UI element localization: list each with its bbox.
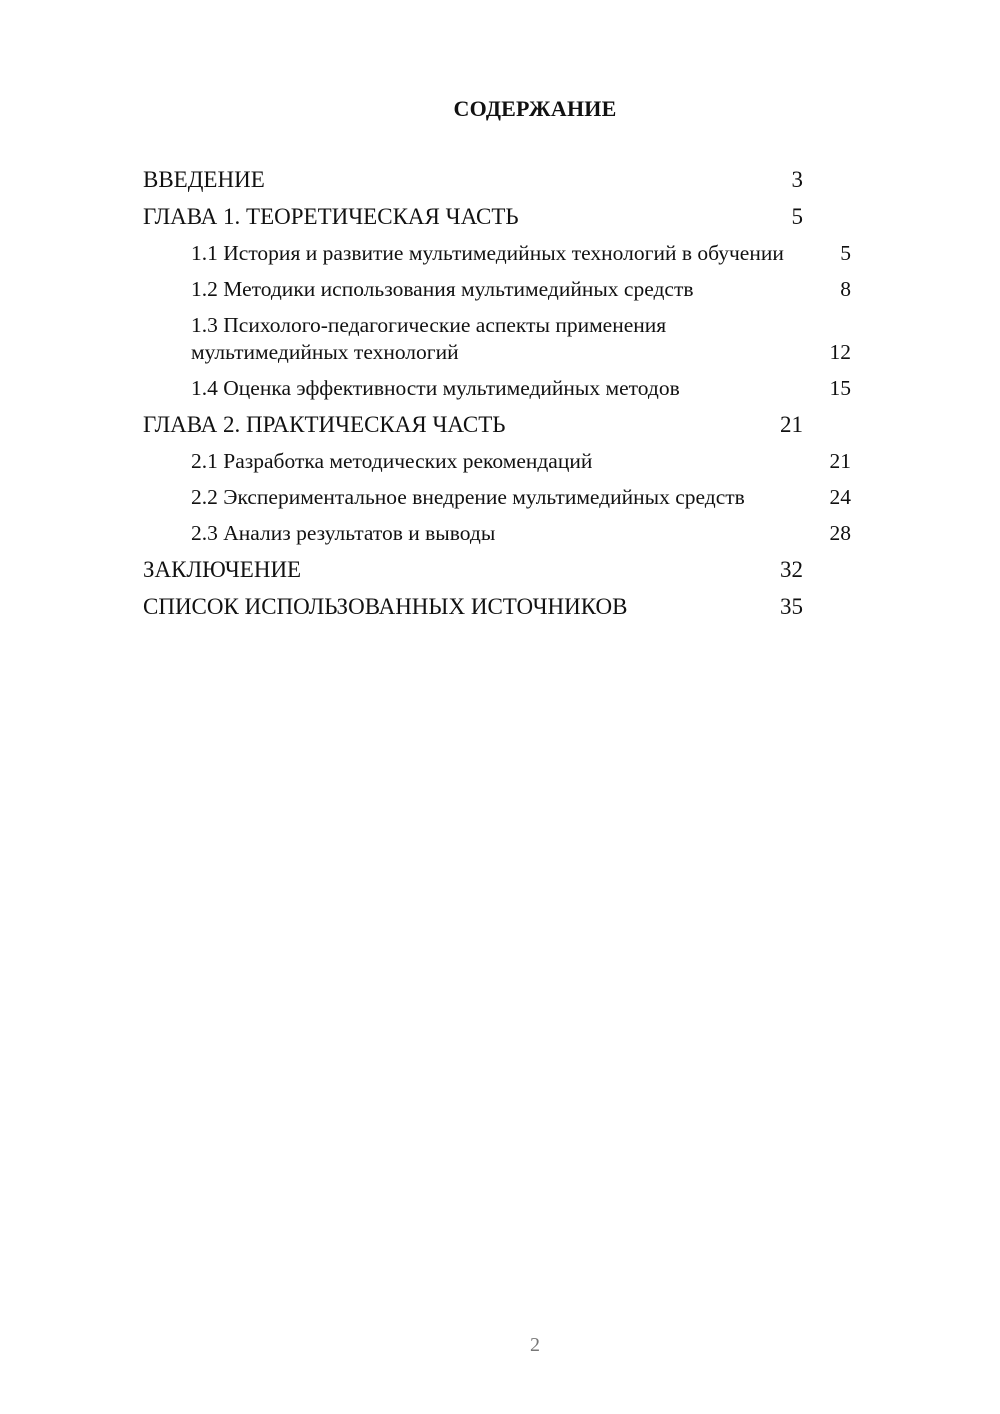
toc-entry-chapter-2[interactable] — [143, 411, 918, 439]
toc-entry-page: 28 — [829, 521, 851, 545]
toc-entry-label: 2.2 Экспериментальное внедрение мультимедийных средств — [191, 485, 745, 509]
toc-entry-page: 3 — [791, 167, 803, 192]
toc-entry-page: 12 — [829, 340, 851, 364]
toc-entry-label: ГЛАВА 2. ПРАКТИЧЕСКАЯ ЧАСТЬ — [143, 412, 506, 437]
toc-entry-section-2-3[interactable] — [143, 520, 918, 547]
toc-entry-section-1-1[interactable] — [143, 240, 918, 267]
toc-entry-label: 1.1 История и развитие мультимедийных технологий в обучении — [191, 241, 784, 265]
toc-entry-page: 32 — [780, 557, 803, 582]
toc-entry-label: 1.4 Оценка эффективности мультимедийных методов — [191, 376, 680, 400]
toc-entry-page: 35 — [780, 594, 803, 619]
toc-entry-label: СПИСОК ИСПОЛЬЗОВАННЫХ ИСТОЧНИКОВ — [143, 594, 628, 619]
toc-entry-chapter-1[interactable] — [143, 203, 918, 231]
toc-entry-section-1-2[interactable] — [143, 276, 918, 303]
toc-entry-page: 15 — [829, 376, 851, 400]
toc-entry-page: 21 — [780, 412, 803, 437]
toc-entry-section-1-3[interactable] — [143, 312, 918, 366]
page-title: СОДЕРЖАНИЕ — [453, 96, 617, 121]
toc-entry-page: 8 — [840, 277, 851, 301]
toc-entry-section-1-4[interactable] — [143, 375, 918, 402]
toc-entry-label: 2.3 Анализ результатов и выводы — [191, 521, 496, 545]
toc-entry-label: 1.2 Методики использования мультимедийных средств — [191, 277, 694, 301]
toc-entry-label: ВВЕДЕНИЕ — [143, 167, 265, 192]
toc-entry-page: 21 — [829, 449, 851, 473]
page-number: 2 — [530, 1334, 540, 1356]
toc-entry-section-2-2[interactable] — [143, 484, 918, 511]
toc-entry-label: ГЛАВА 1. ТЕОРЕТИЧЕСКАЯ ЧАСТЬ — [143, 204, 519, 229]
toc-entry-section-2-1[interactable] — [143, 448, 918, 475]
toc-entry-label: 2.1 Разработка методических рекомендаций — [191, 449, 593, 473]
toc-entry-page: 5 — [840, 241, 851, 265]
toc-entry-references[interactable] — [143, 593, 918, 621]
toc-entry-page: 5 — [791, 204, 803, 229]
toc-entry-label: 1.3 Психолого-педагогические аспекты применения мультимедийных технологий — [191, 313, 667, 364]
toc-entry-conclusion[interactable] — [143, 556, 918, 584]
toc-entry-page: 24 — [829, 485, 851, 509]
table-of-contents — [143, 166, 918, 630]
toc-entry-label: ЗАКЛЮЧЕНИЕ — [143, 557, 302, 582]
toc-entry-introduction[interactable] — [143, 166, 918, 194]
